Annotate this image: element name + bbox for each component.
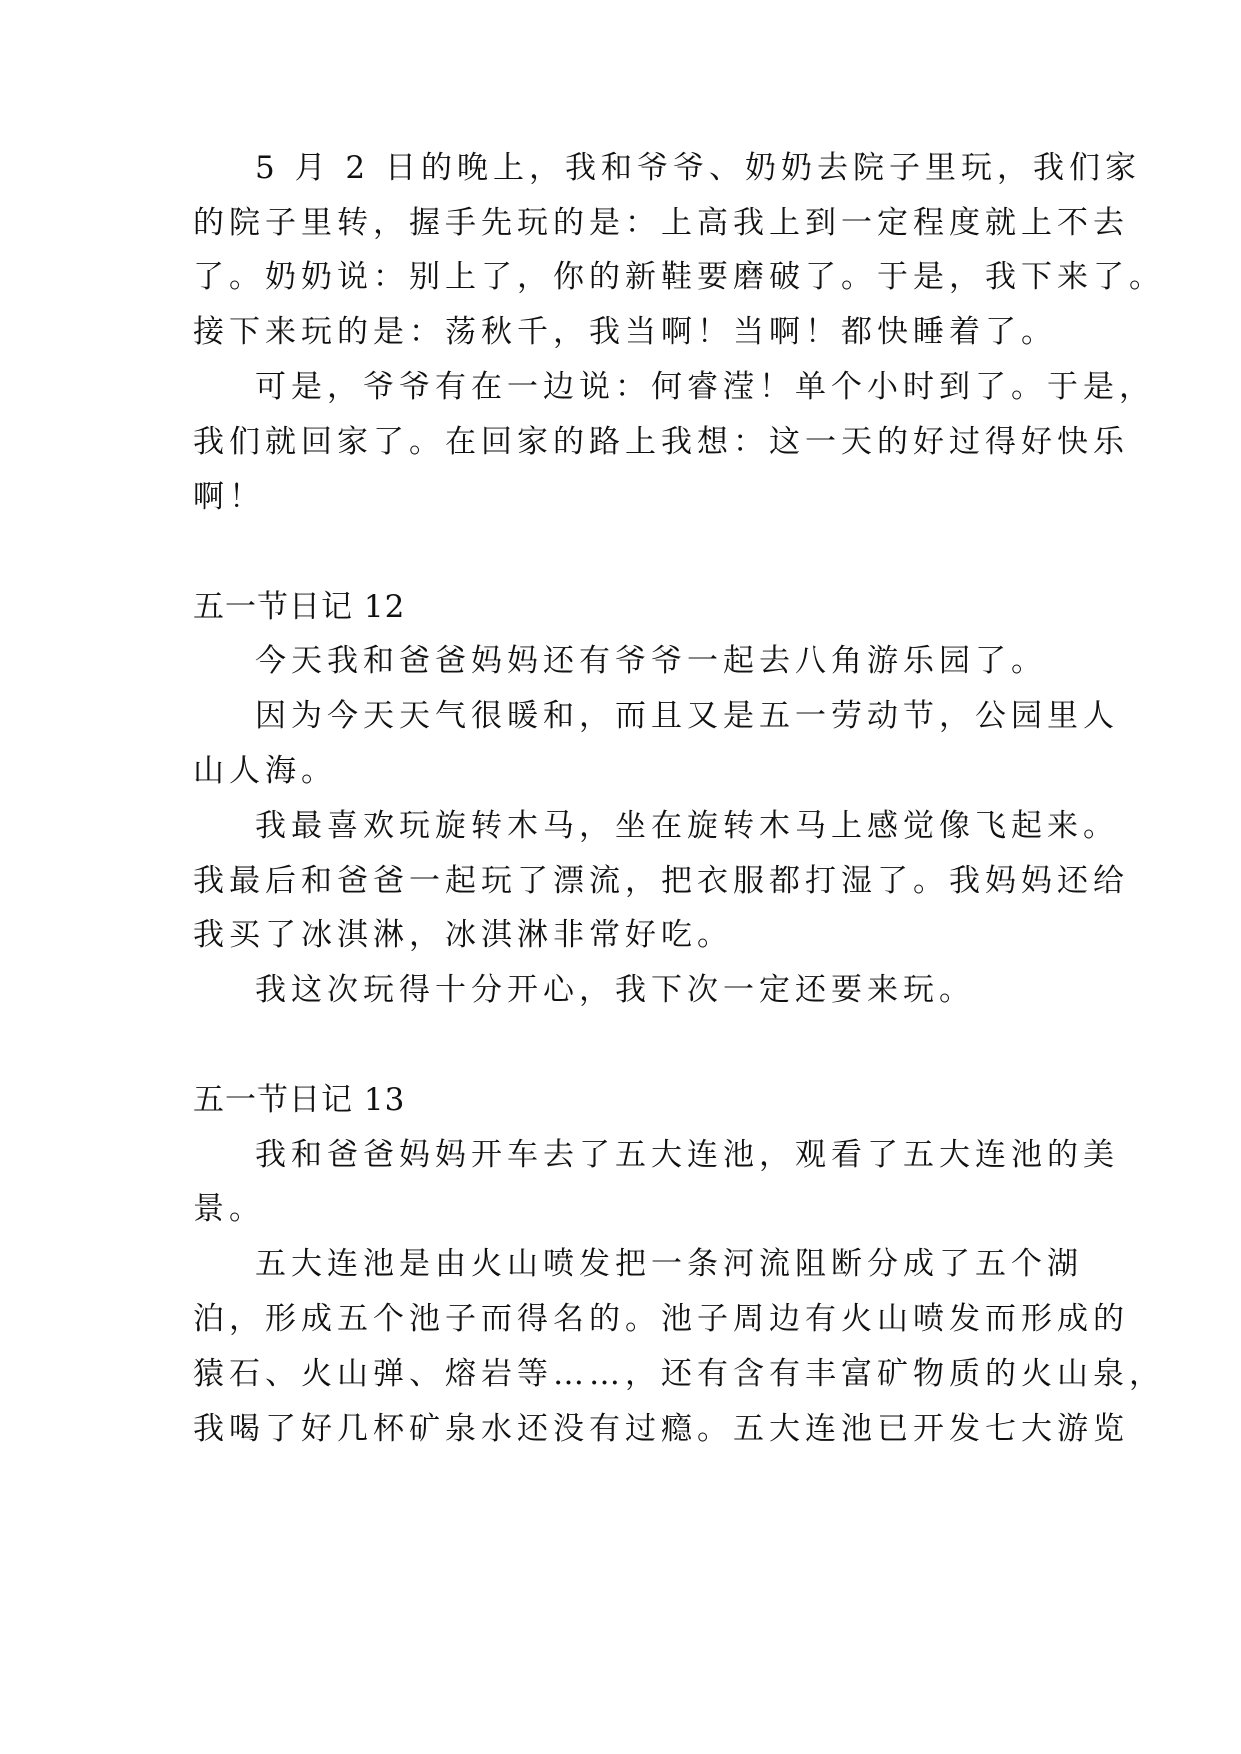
paragraph-line: 猿石、火山弹、熔岩等……，还有含有丰富矿物质的火山泉， bbox=[193, 1356, 1165, 1392]
paragraph-line: 五大连池是由火山喷发把一条河流阻断分成了五个湖 bbox=[255, 1246, 1083, 1282]
paragraph-line: 可是，爷爷有在一边说：何睿滢！单个小时到了。于是， bbox=[255, 369, 1155, 405]
paragraph-line: 了。奶奶说：别上了，你的新鞋要磨破了。于是，我下来了。 bbox=[193, 259, 1165, 295]
section-title: 五一节日记 12 bbox=[193, 589, 406, 625]
paragraph-line: 景。 bbox=[193, 1191, 265, 1227]
paragraph-line: 今天我和爸爸妈妈还有爷爷一起去八角游乐园了。 bbox=[255, 643, 1047, 679]
paragraph-line: 5 月 2 日的晚上，我和爷爷、奶奶去院子里玩，我们家 bbox=[255, 150, 1142, 186]
paragraph-line: 我和爸爸妈妈开车去了五大连池，观看了五大连池的美 bbox=[255, 1137, 1119, 1173]
paragraph-line: 我买了冰淇淋，冰淇淋非常好吃。 bbox=[193, 917, 733, 953]
paragraph-line: 山人海。 bbox=[193, 753, 337, 789]
paragraph-line: 泊，形成五个池子而得名的。池子周边有火山喷发而形成的 bbox=[193, 1301, 1129, 1337]
paragraph-line: 因为今天天气很暖和，而且又是五一劳动节，公园里人 bbox=[255, 698, 1119, 734]
paragraph-line: 接下来玩的是：荡秋千，我当啊！当啊！都快睡着了。 bbox=[193, 314, 1057, 350]
paragraph-line: 我们就回家了。在回家的路上我想：这一天的好过得好快乐 bbox=[193, 424, 1129, 460]
paragraph-line: 我这次玩得十分开心，我下次一定还要来玩。 bbox=[255, 972, 975, 1008]
paragraph-line: 我最喜欢玩旋转木马，坐在旋转木马上感觉像飞起来。 bbox=[255, 808, 1119, 844]
paragraph-line: 啊！ bbox=[193, 479, 265, 515]
paragraph-line: 我最后和爸爸一起玩了漂流，把衣服都打湿了。我妈妈还给 bbox=[193, 863, 1129, 899]
paragraph-line: 的院子里转，握手先玩的是：上高我上到一定程度就上不去 bbox=[193, 205, 1129, 241]
paragraph-line: 我喝了好几杯矿泉水还没有过瘾。五大连池已开发七大游览 bbox=[193, 1411, 1129, 1447]
section-title: 五一节日记 13 bbox=[193, 1082, 406, 1118]
